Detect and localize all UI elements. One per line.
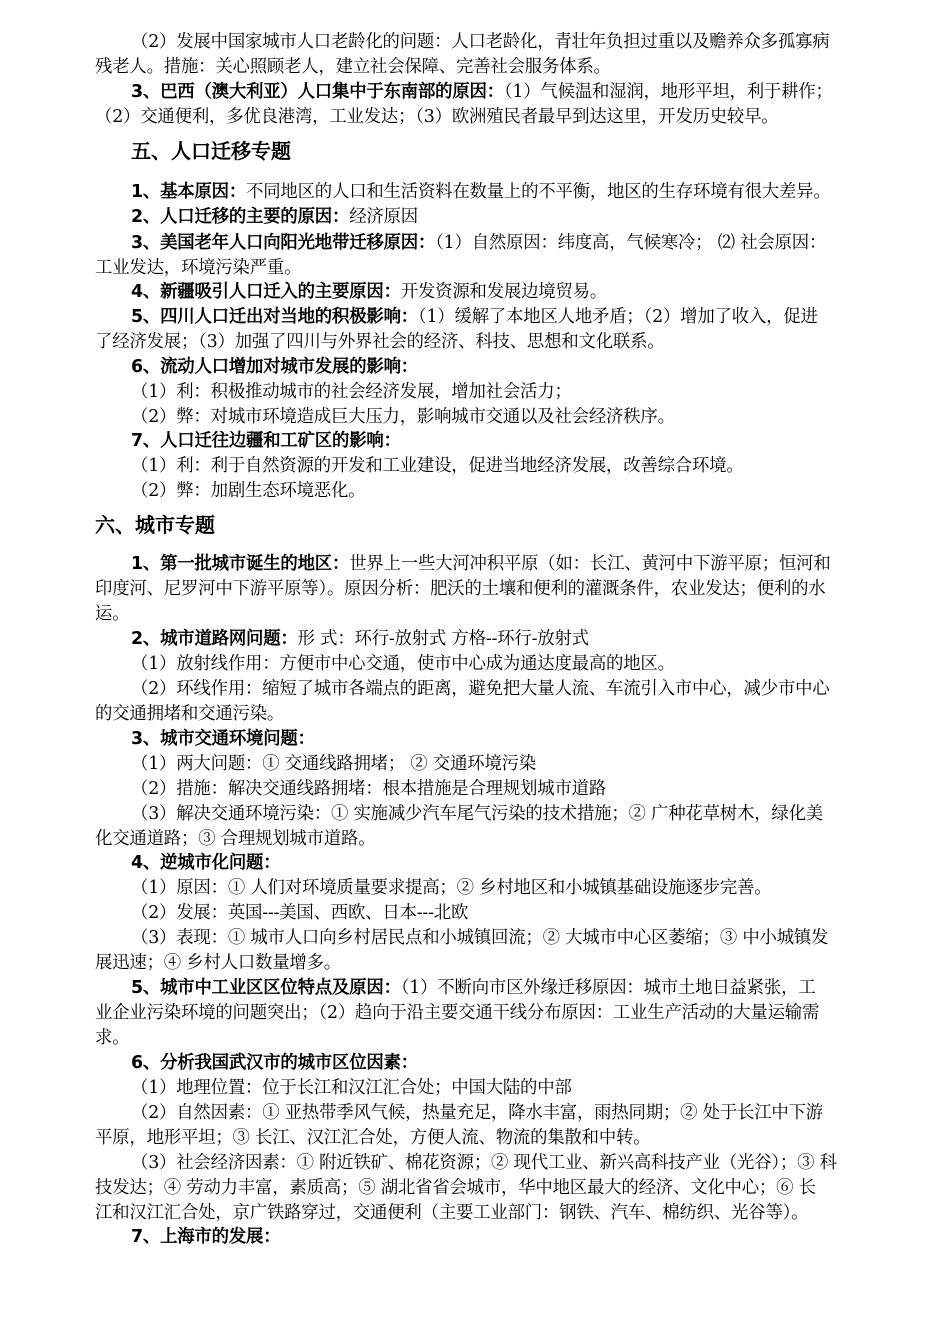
text-line: 7、上海市的发展：	[131, 1227, 281, 1247]
text-line: 7、人口迁往边疆和工矿区的影响：	[131, 431, 401, 451]
text-line: （2）弊：加剧生态环境恶化。	[131, 481, 366, 501]
text-line: 工业发达，环境污染严重。	[95, 258, 302, 278]
text-line: 3、巴西（澳大利亚）人口集中于东南部的原因：（1）气候温和湿润，地形平坦，利于耕作；	[131, 82, 833, 102]
text-line: （2）弊：对城市环境造成巨大压力，影响城市交通以及社会经济秩序。	[131, 407, 675, 427]
text-line: （3）社会经济因素：① 附近铁矿、棉花资源；② 现代工业、新兴高科技产业（光谷）；③ 科	[131, 1153, 837, 1173]
text-line: （1）利：积极推动城市的社会经济发展，增加社会活力；	[131, 382, 572, 402]
text-line: 4、逆城市化问题：	[131, 853, 281, 873]
text-line: 江和汉江汇合处，京广铁路穿过，交通便利（主要工业部门：钢铁、汽车、棉纺织、光谷等）。	[95, 1203, 809, 1223]
text-line: 2、城市道路网问题：形 式：环行-放射式 方格--环行-放射式	[131, 629, 589, 649]
text-line: 残老人。措施：关心照顾老人，建立社会保障、完善社会服务体系。	[95, 57, 611, 77]
text-line: 6、流动人口增加对城市发展的影响：	[131, 357, 418, 377]
text-line: 6、分析我国武汉市的城市区位因素：	[131, 1053, 418, 1073]
text-line: （2）交通便利，多优良港湾，工业发达；（3）欧洲殖民者最早到达这里，开发历史较早。	[95, 107, 779, 127]
text-line: （2）自然因素：① 亚热带季风气候，热量充足，降水丰富，雨热同期；② 处于长江中下游	[131, 1103, 823, 1123]
text-line: 业企业污染环境的问题突出；（2）趋向于沿主要交通干线分布原因：工业生产活动的大量运输需	[95, 1003, 820, 1023]
text-line: 1、第一批城市诞生的地区：世界上一些大河冲积平原（如：长江、黄河中下游平原；恒河和	[131, 554, 831, 574]
text-line: 3、美国老年人口向阳光地带迁移原因：（1）自然原因：纬度高，气候寒冷； ⑵ 社会原因：	[131, 233, 827, 253]
text-line: 了经济发展；（3）加强了四川与外界社会的经济、科技、思想和文化联系。	[95, 332, 665, 352]
text-line: 1、基本原因：不同地区的人口和生活资料在数量上的不平衡，地区的生存环境有很大差异。	[131, 182, 831, 202]
text-line: （3）解决交通环境污染：① 实施减少汽车尾气污染的技术措施；② 广种花草树木，绿化美	[131, 804, 823, 824]
text-line: （1）原因：① 人们对环境质量要求提高；② 乡村地区和小城镇基础设施逐步完善。	[131, 878, 772, 898]
text-line: 技发达；④ 劳动力丰富，素质高；⑤ 湖北省省会城市，华中地区最大的经济、文化中心；⑥ 长	[95, 1178, 816, 1198]
section-heading: 六、城市专题	[95, 513, 215, 537]
text-line: 印度河、尼罗河中下游平原等）。原因分析：肥沃的土壤和便利的灌溉条件，农业发达；便利的水	[95, 579, 826, 599]
text-line: 2、人口迁移的主要的原因：经济原因	[131, 207, 418, 227]
text-line: 展迅速；④ 乡村人口数量增多。	[95, 953, 341, 973]
section-heading: 五、人口迁移专题	[131, 139, 291, 163]
text-line: 5、城市中工业区区位特点及原因：（1）不断向市区外缘迁移原因：城市土地日益紧张，工	[131, 978, 816, 998]
text-line: （2）环线作用：缩短了城市各端点的距离，避免把大量人流、车流引入市中心，减少市中心	[131, 679, 830, 699]
text-line: 化交通道路；③ 合理规划城市道路。	[95, 829, 376, 849]
text-line: 5、四川人口迁出对当地的积极影响：（1）缓解了本地区人地矛盾；（2）增加了收入，促进	[131, 307, 818, 327]
text-line: （2）措施：解决交通线路拥堵：根本措施是合理规划城市道路	[131, 779, 607, 799]
text-line: （1）地理位置：位于长江和汉江汇合处；中国大陆的中部	[131, 1078, 572, 1098]
text-line: 3、城市交通环境问题：	[131, 729, 315, 749]
text-line: （1）利：利于自然资源的开发和工业建设，促进当地经济发展，改善综合环境。	[131, 456, 744, 476]
text-line: 运。	[95, 604, 130, 624]
text-line: （2）发展中国家城市人口老龄化的问题：人口老龄化，青壮年负担过重以及赡养众多孤寡病	[131, 32, 830, 52]
text-line: （3）表现：① 城市人口向乡村居民点和小城镇回流；② 大城市中心区萎缩；③ 中小城镇发	[131, 928, 829, 948]
text-line: （1）两大问题：① 交通线路拥堵； ② 交通环境污染	[131, 754, 537, 774]
text-line: 的交通拥堵和交通污染。	[95, 704, 285, 724]
text-line: 4、新疆吸引人口迁入的主要原因：开发资源和发展边境贸易。	[131, 282, 608, 302]
text-line: 求。	[95, 1028, 130, 1048]
text-line: 平原，地形平坦；③ 长江、汉江汇合处，方便人流、物流的集散和中转。	[95, 1128, 651, 1148]
text-line: （1）放射线作用：方便市中心交通，使市中心成为通达度最高的地区。	[131, 654, 675, 674]
text-line: （2）发展：英国---美国、西欧、日本---北欧	[131, 903, 469, 923]
